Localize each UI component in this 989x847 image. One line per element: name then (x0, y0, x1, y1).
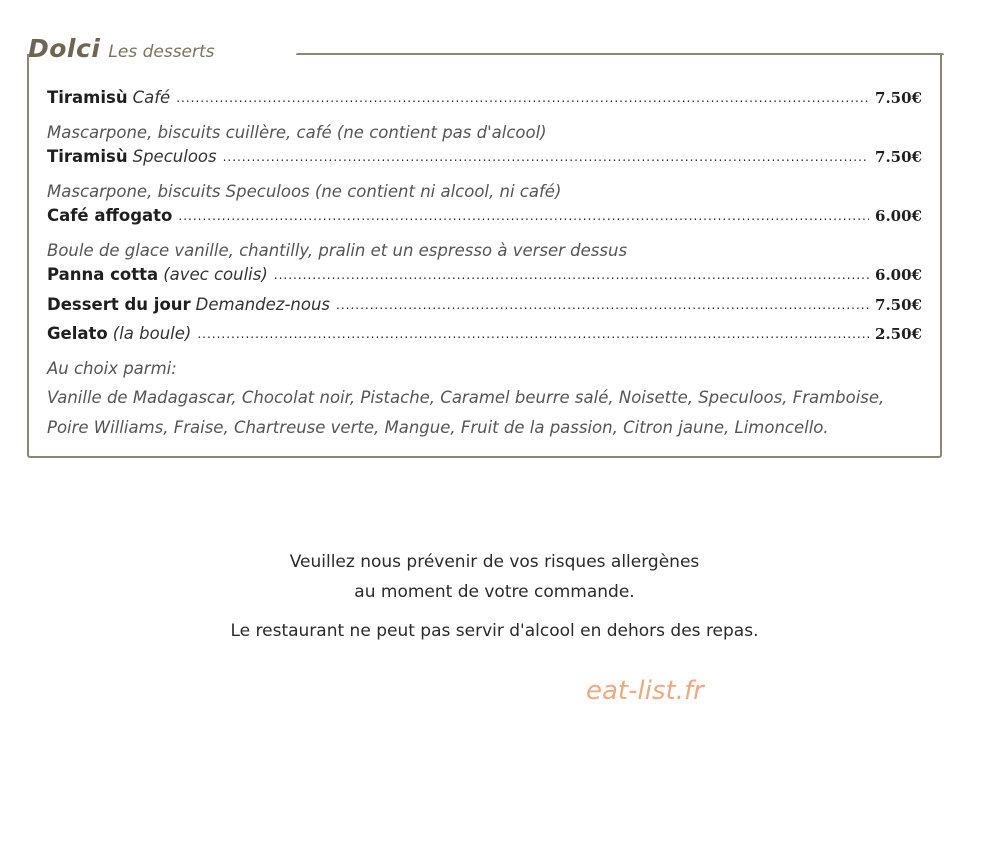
item-qualifier: (la boule) (112, 324, 192, 343)
item-price: 7.50€ (875, 89, 922, 107)
gelato-flavors-intro: Au choix parmi: (47, 358, 177, 378)
item-qualifier: (avec coulis) (163, 265, 268, 284)
item-description: Mascarpone, biscuits cuillère, café (ne contient pas d'alcool) (47, 122, 547, 142)
item-description: Mascarpone, biscuits Speculoos (ne contient ni alcool, ni café) (47, 181, 562, 201)
allergen-notice-line-1: Veuillez nous prévenir de vos risques allergènes (289, 552, 700, 572)
item-name: Panna cotta (47, 265, 159, 284)
dot-leader (223, 150, 869, 164)
dot-leader (197, 327, 869, 341)
item-price: 6.00€ (875, 266, 922, 284)
item-name: Café affogato (47, 206, 173, 225)
dot-leader (176, 91, 869, 105)
section-title: Dolci (28, 34, 101, 63)
menu-item-tiramisu-cafe (47, 88, 922, 118)
item-price: 6.00€ (875, 207, 922, 225)
item-qualifier: Café (132, 88, 171, 107)
section-subtitle: Les desserts (108, 42, 215, 62)
item-qualifier: Demandez-nous (195, 294, 331, 314)
item-name: Tiramisù (47, 147, 128, 166)
dessert-menu (47, 88, 922, 442)
menu-item-panna-cotta (47, 265, 922, 295)
item-price: 7.50€ (875, 295, 922, 314)
menu-item-tiramisu-speculoos (47, 147, 922, 177)
dot-leader (274, 268, 869, 282)
item-qualifier: Speculoos (132, 147, 217, 166)
item-price: 7.50€ (875, 148, 922, 166)
item-name: Tiramisù (47, 88, 128, 107)
menu-item-cafe-affogato (47, 206, 922, 236)
item-name: Dessert du jour (47, 294, 191, 314)
gelato-flavors-line-1: Vanille de Madagascar, Chocolat noir, Pistache, Caramel beurre salé, Noisette, Speculoos, Framboise, (47, 388, 885, 407)
alcohol-notice: Le restaurant ne peut pas servir d'alcool en dehors des repas. (230, 621, 759, 641)
menu-item-dessert-du-jour (47, 295, 922, 325)
allergen-notice-line-2: au moment de votre commande. (354, 582, 635, 602)
item-price: 2.50€ (875, 325, 922, 343)
dot-leader (336, 298, 869, 312)
item-description: Boule de glace vanille, chantilly, pralin et un espresso à verser dessus (47, 240, 628, 260)
watermark: eat-list.fr (586, 676, 704, 706)
menu-item-gelato (47, 324, 922, 354)
gelato-flavors-line-2: Poire Williams, Fraise, Chartreuse verte, Mangue, Fruit de la passion, Citron jaune, Limoncello. (47, 417, 829, 437)
dot-leader (178, 209, 869, 223)
frame-top-rule (296, 53, 944, 55)
item-name: Gelato (47, 324, 108, 343)
